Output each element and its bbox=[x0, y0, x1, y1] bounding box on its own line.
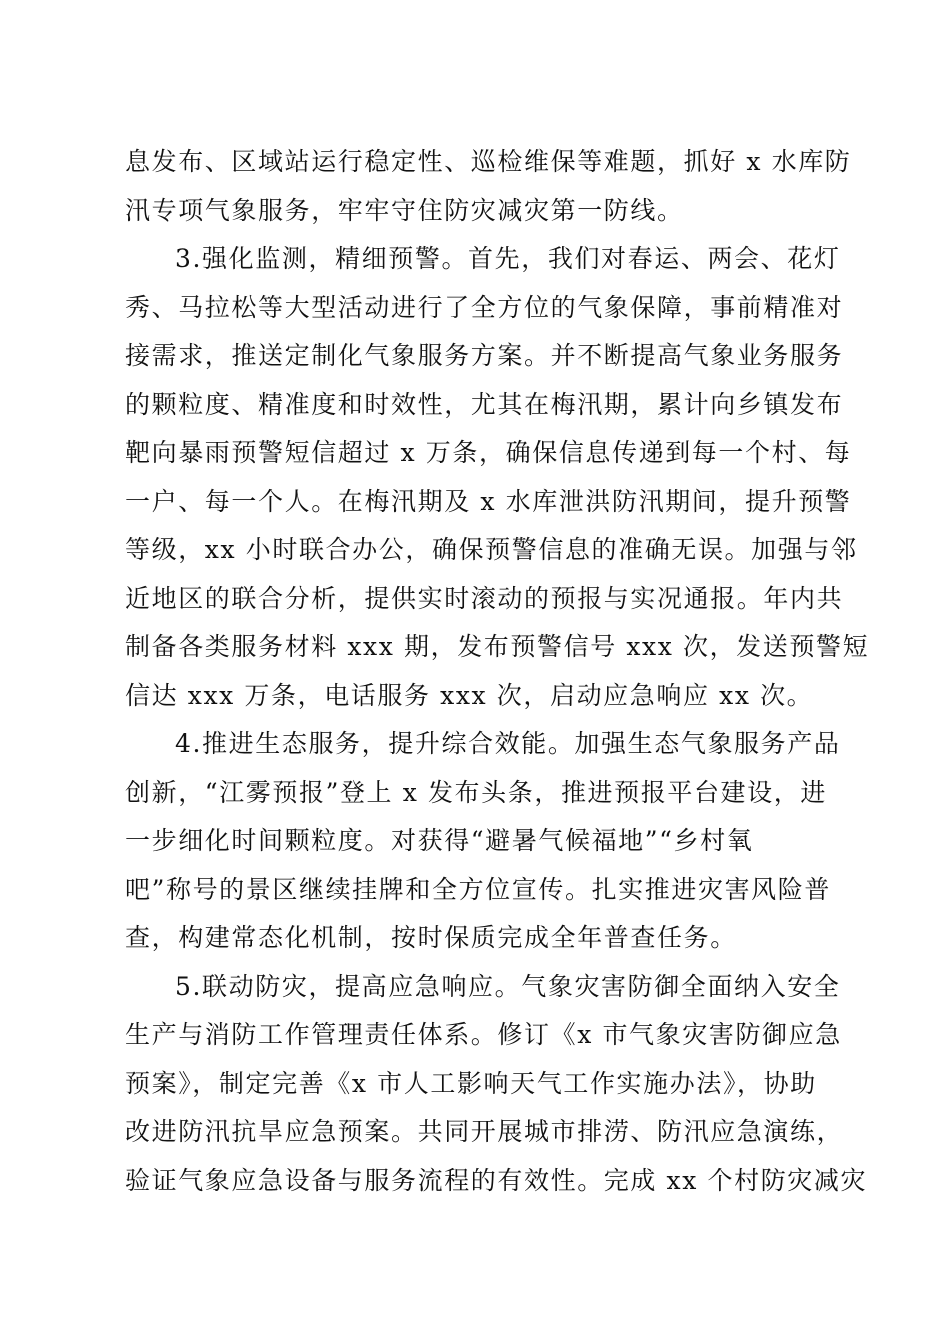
text-line: 预案》，制定完善《x 市人工影响天气工作实施办法》，协助 bbox=[125, 1068, 817, 1098]
text-line: 的颗粒度、精准度和时效性，尤其在梅汛期，累计向乡镇发布 bbox=[125, 389, 844, 419]
text-line: 验证气象应急设备与服务流程的有效性。完成 xx 个村防灾减灾 bbox=[125, 1165, 868, 1195]
text-line: 制备各类服务材料 xxx 期，发布预警信号 xxx 次，发送预警短 bbox=[125, 632, 870, 661]
text-line: 一户、每一个人。在梅汛期及 x 水库泄洪防汛期间，提升预警 bbox=[125, 486, 852, 516]
text-line: 息发布、区域站运行稳定性、巡检维保等难题，抓好 x 水库防 bbox=[125, 147, 852, 176]
text-line: 秀、马拉松等大型活动进行了全方位的气象保障，事前精准对 bbox=[125, 292, 844, 322]
text-line: 近地区的联合分析，提供实时滚动的预报与实况通报。年内共 bbox=[125, 583, 844, 613]
text-line: 靶向暴雨预警短信超过 x 万条，确保信息传递到每一个村、每 bbox=[125, 438, 852, 467]
text-line: 汛专项气象服务，牢牢守住防灾减灾第一防线。 bbox=[125, 195, 684, 225]
text-line: 一步细化时间颗粒度。对获得“避暑气候福地”“乡村氧 bbox=[125, 826, 754, 855]
section-3-heading-line: 3.强化监测，精细预警。首先，我们对春运、两会、花灯 bbox=[175, 244, 841, 273]
text-line: 吧”称号的景区继续挂牌和全方位宣传。扎实推进灾害风险普 bbox=[125, 874, 831, 904]
text-line: 等级，xx 小时联合办公，确保预警信息的准确无误。加强与邻 bbox=[125, 535, 858, 564]
text-line: 接需求，推送定制化气象服务方案。并不断提高气象业务服务 bbox=[125, 341, 844, 370]
section-5-heading-line: 5.联动防灾，提高应急响应。气象灾害防御全面纳入安全 bbox=[175, 971, 841, 1001]
text-line: 创新，“江雾预报”登上 x 发布头条，推进预报平台建设，进 bbox=[125, 777, 827, 807]
document-body bbox=[125, 138, 870, 1205]
text-line: 改进防汛抗旱应急预案。共同开展城市排涝、防汛应急演练， bbox=[125, 1117, 844, 1146]
text-line: 信达 xxx 万条，电话服务 xxx 次，启动应急响应 xx 次。 bbox=[125, 680, 814, 710]
section-4-heading-line: 4.推进生态服务，提升综合效能。加强生态气象服务产品 bbox=[175, 729, 841, 758]
text-line: 生产与消防工作管理责任体系。修订《x 市气象灾害防御应急 bbox=[125, 1020, 842, 1049]
text-line: 查，构建常态化机制，按时保质完成全年普查任务。 bbox=[125, 923, 737, 952]
